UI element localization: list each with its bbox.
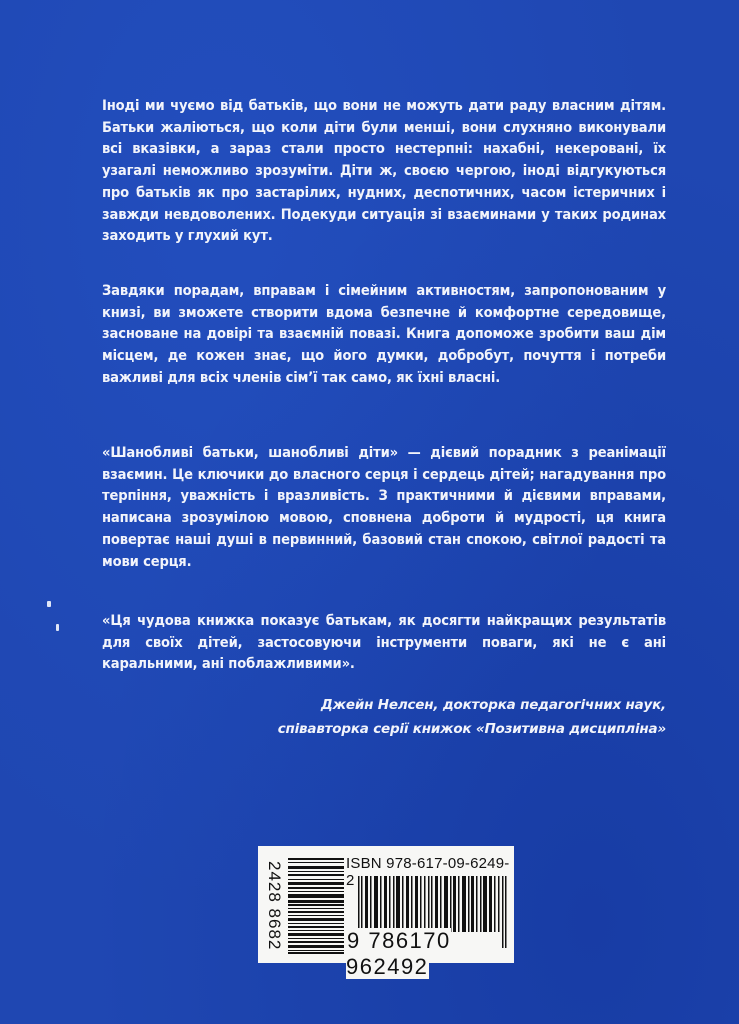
isbn-label: ISBN 978-617-09-6249-2 xyxy=(346,855,510,889)
side-code-number: 2428 8682 xyxy=(265,861,284,951)
isbn-barcode-box xyxy=(258,846,514,979)
description-paragraph-2: Завдяки порадам, вправам і сімейним активностям, запропонованим у книзі, ви зможете створити вдома безпечне й комфортне середовище, засноване на довірі та взаємній повазі. Книга допоможе зробити ваш дім місцем, де кожен знає, що його думки, добробут, почуття і потреби важливі для всіх членів сім’ї так само, як їхні власні. xyxy=(102,282,666,386)
description-paragraph-3: «Шанобливі батьки, шанобливі діти» — дієвий порадник з реанімації взаємин. Це ключики до власного серця і сердець дітей; нагадування про терпіння, уважність і вразливість. З практичними й дієвими вправами, написана зрозумілою мовою, сповнена доброти й мудрості, ця книга повертає наші душі в первинний, базовий стан спокою, світлої радості та мови серця. xyxy=(102,444,666,570)
side-barcode-icon xyxy=(288,858,344,954)
print-speck-mark xyxy=(47,601,51,607)
ean-digits xyxy=(346,928,514,980)
print-speck-mark xyxy=(56,624,59,631)
attribution-line-2: співавторка серії книжок «Позитивна дисципліна» xyxy=(277,721,666,737)
ean-digits-text: 9 786170 962492 xyxy=(346,928,451,979)
description-paragraph-1: Іноді ми чуємо від батьків, що вони не можуть дати раду власним дітям. Батьки жаліються, що коли діти були менші, вони слухняно виконували всі вказівки, а зараз стали просто нестерпні: нахабні, некеровані, їх узагалі неможливо зрозуміти. Діти ж, своєю чергою, іноді відгукуються про батьків як про застарілих, нудних, деспотичних, часом істеричних і завжди невдоволених. Подекуди ситуація зі взаєминами у таких родинах заходить у глухий кут. xyxy=(102,97,666,245)
quote-attribution xyxy=(278,693,666,741)
review-quote: «Ця чудова книжка показує батькам, як досягти найкращих результатів для своїх дітей, застосовуючи інструменти поваги, які не є ані каральними, ані поблажливими». xyxy=(102,612,666,673)
attribution-line-1: Джейн Нелсен, докторка педагогічних наук, xyxy=(320,697,666,713)
